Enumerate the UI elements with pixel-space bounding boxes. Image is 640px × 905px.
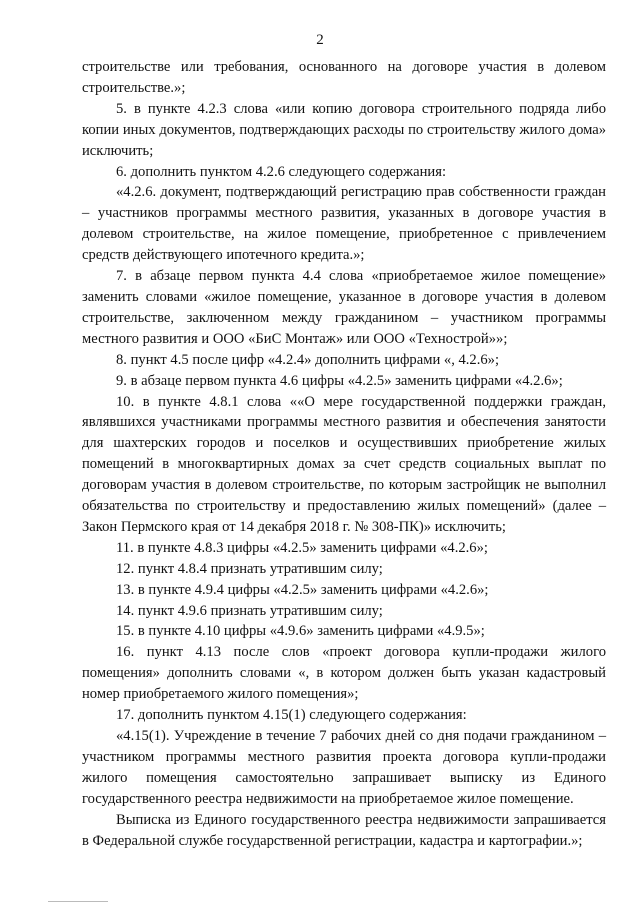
paragraph-item-10: 10. в пункте 4.8.1 слова ««О мере государственной поддержки граждан, являвшихся участниками программы местного развития и обеспечения занятости для шахтерских городов и поселков и осуществивших приобретение жилых помещений в многоквартирных домах за счет средств социальных выплат по договорам участия в долевом строительстве, по которым застройщик не выполнил обязательства по строительству и предоставлению жилых помещений» (далее – Закон Пермского края от 14 декабря 2018 г. № 308-ПК)» исключить; xyxy=(82,393,606,535)
paragraph-continuation: строительстве или требования, основанного на договоре участия в долевом строительстве.»; xyxy=(82,59,606,96)
paragraph-item-17: 17. дополнить пунктом 4.15(1) следующего содержания: xyxy=(116,707,467,724)
paragraph-item-11: 11. в пункте 4.8.3 цифры «4.2.5» заменить цифрами «4.2.6»; xyxy=(116,539,488,556)
paragraph-item-9: 9. в абзаце первом пункта 4.6 цифры «4.2.5» заменить цифрами «4.2.6»; xyxy=(116,372,563,389)
scan-edge-divider xyxy=(48,901,108,902)
paragraph-quote-extract: Выписка из Единого государственного реестра недвижимости запрашивается в Федеральной службе государственной регистрации, кадастра и картографии.»; xyxy=(82,811,606,849)
paragraph-quote-4-15-1: «4.15(1). Учреждение в течение 7 рабочих дней со дня подачи гражданином – участником программы местного развития проекта договора купли-продажи жилого помещения самостоятельно запрашивает выписку из Единого государственного реестра недвижимости на приобретаемое жилое помещение. xyxy=(82,728,606,807)
paragraph-item-6: 6. дополнить пунктом 4.2.6 следующего содержания: xyxy=(116,163,447,180)
paragraph-item-12: 12. пункт 4.8.4 признать утратившим силу; xyxy=(116,560,383,577)
paragraph-quote-4-2-6: «4.2.6. документ, подтверждающий регистрацию прав собственности граждан – участников программы местного развития, указанных в договоре участия в долевом строительстве, на жилое помещение, приобретенное с привлечением средств действующего ипотечного кредита.»; xyxy=(82,184,606,264)
paragraph-item-7: 7. в абзаце первом пункта 4.4 слова «приобретаемое жилое помещение» заменить словами «жилое помещение, указанное в договоре участия в долевом строительстве, заключенном между гражданином – участником программы местного развития и ООО «БиС Монтаж» или ООО «Технострой»»; xyxy=(82,268,606,347)
page-number: 2 xyxy=(316,32,324,48)
paragraph-item-16: 16. пункт 4.13 после слов «проект договора купли-продажи жилого помещения» дополнить словами «, в котором должен быть указан кадастровый номер приобретаемого жилого помещения»; xyxy=(82,644,606,703)
paragraph-item-14: 14. пункт 4.9.6 признать утратившим силу; xyxy=(116,602,383,619)
paragraph-item-8: 8. пункт 4.5 после цифр «4.2.4» дополнить цифрами «, 4.2.6»; xyxy=(116,351,500,368)
paragraph-item-5: 5. в пункте 4.2.3 слова «или копию договора строительного подряда либо копии иных документов, подтверждающих расходы по строительству жилого дома» исключить; xyxy=(82,100,606,159)
paragraph-item-15: 15. в пункте 4.10 цифры «4.9.6» заменить цифрами «4.9.5»; xyxy=(116,623,485,640)
paragraph-item-13: 13. в пункте 4.9.4 цифры «4.2.5» заменить цифрами «4.2.6»; xyxy=(116,581,489,598)
document-body xyxy=(82,57,606,851)
